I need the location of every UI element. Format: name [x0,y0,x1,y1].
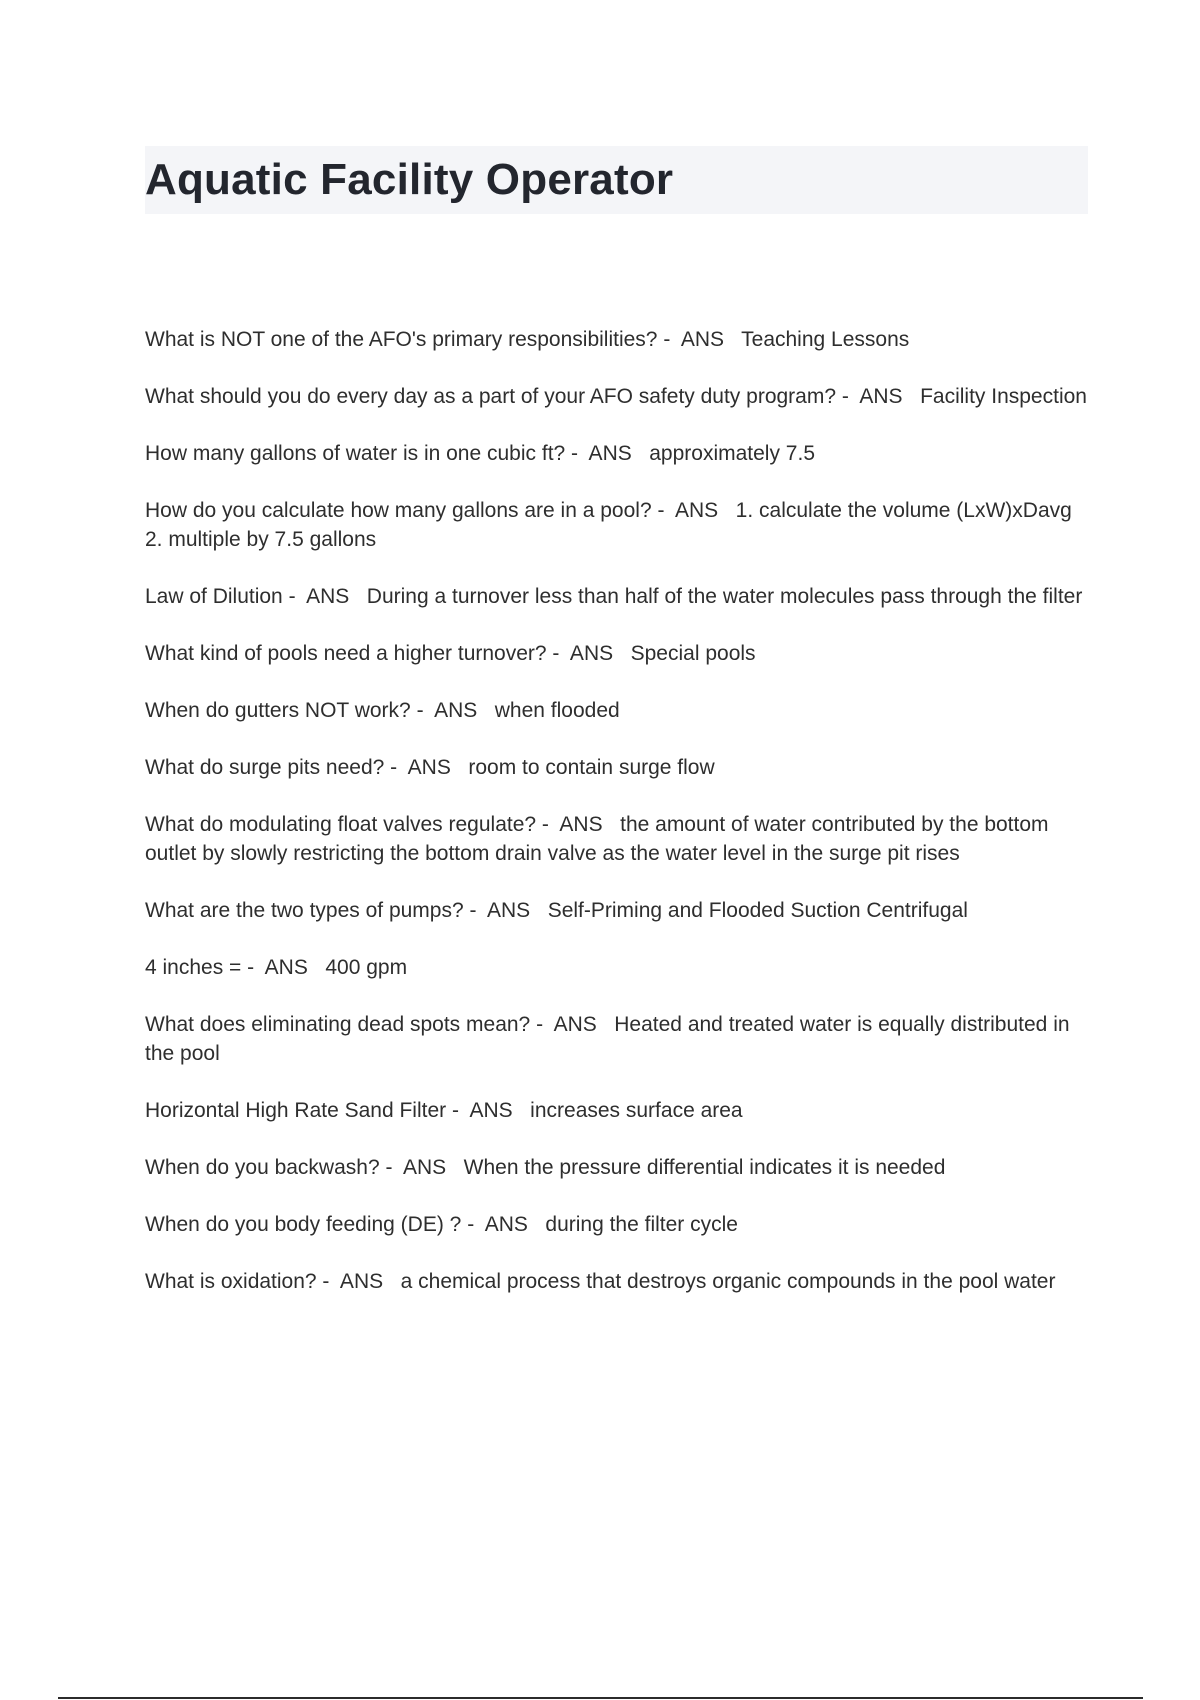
title-band [145,146,1088,214]
qa-item [145,382,1090,411]
qa-item [145,1153,1090,1182]
qa-item [145,1010,1090,1068]
answer-text: approximately 7.5 [649,442,816,465]
question-text: What kind of pools need a higher turnover? [145,642,547,665]
qa-list [145,325,1090,1324]
answer-text: 1. calculate the volume (LxW)xDavg 2. multiple by 7.5 gallons [145,499,1072,551]
qa-item [145,1267,1090,1296]
answer-text: the amount of water contributed by the bottom outlet by slowly restricting the bottom drain valve as the water level in the surge pit rises [145,813,1055,865]
question-text: What do modulating float valves regulate? [145,813,537,836]
question-text: When do you backwash? [145,1156,380,1179]
question-text: When do gutters NOT work? [145,699,411,722]
answer-separator: - ANS [536,813,621,836]
answer-text: when flooded [494,699,620,722]
question-text: Horizontal High Rate Sand Filter [145,1099,447,1122]
question-text: What is NOT one of the AFO's primary responsibilities? [145,328,658,351]
question-text: How many gallons of water is in one cubic ft? [145,442,566,465]
question-text: What do surge pits need? [145,756,385,779]
qa-item [145,1210,1090,1239]
qa-item [145,325,1090,354]
answer-separator: - ANS [410,699,495,722]
qa-item [145,582,1090,611]
qa-item [145,1096,1090,1125]
answer-text: room to contain surge flow [468,756,715,779]
answer-separator: - ANS [316,1270,401,1293]
answer-separator: - ANS [836,385,921,408]
answer-separator: - ANS [384,756,469,779]
answer-separator: - ANS [565,442,650,465]
question-text: What is oxidation? [145,1270,317,1293]
qa-item [145,496,1090,554]
answer-text: during the filter cycle [545,1213,738,1236]
answer-separator: - ANS [657,328,742,351]
qa-item [145,953,1090,982]
answer-separator: - ANS [651,499,736,522]
answer-text: Heated and treated water is equally distributed in the pool [145,1013,1076,1065]
answer-text: increases surface area [530,1099,743,1122]
answer-text: When the pressure differential indicates it is needed [463,1156,946,1179]
qa-item [145,810,1090,868]
answer-separator: - ANS [546,642,631,665]
answer-separator: - ANS [379,1156,464,1179]
answer-separator: - ANS [241,956,326,979]
answer-separator: - ANS [446,1099,531,1122]
question-text: How do you calculate how many gallons are in a pool? [145,499,652,522]
answer-text: Facility Inspection [920,385,1087,408]
answer-separator: - ANS [282,585,367,608]
footer-divider [58,1697,1143,1699]
answer-text: During a turnover less than half of the water molecules pass through the filter [366,585,1083,608]
answer-text: Teaching Lessons [741,328,910,351]
answer-text: Self-Priming and Flooded Suction Centrifugal [547,899,968,922]
question-text: What does eliminating dead spots mean? [145,1013,531,1036]
answer-text: Special pools [630,642,756,665]
answer-separator: - ANS [461,1213,546,1236]
qa-item [145,439,1090,468]
answer-separator: - ANS [463,899,548,922]
answer-text: a chemical process that destroys organic compounds in the pool water [400,1270,1056,1293]
question-text: Law of Dilution [145,585,283,608]
question-text: What are the two types of pumps? [145,899,464,922]
answer-separator: - ANS [530,1013,615,1036]
qa-item [145,639,1090,668]
answer-text: 400 gpm [325,956,408,979]
question-text: What should you do every day as a part of your AFO safety duty program? [145,385,837,408]
qa-item [145,696,1090,725]
qa-item [145,753,1090,782]
document-title: Aquatic Facility Operator [145,155,674,204]
qa-item [145,896,1090,925]
question-text: When do you body feeding (DE) ? [145,1213,462,1236]
question-text: 4 inches = [145,956,242,979]
